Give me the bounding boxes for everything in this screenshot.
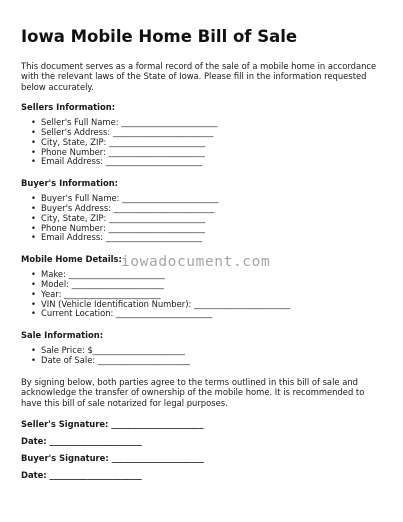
- mobile-home-heading: Mobile Home Details:: [21, 254, 122, 265]
- current-location-field: • Current Location: _______________________: [41, 309, 387, 319]
- sale-price-field: • Sale Price: $______________________: [41, 346, 387, 356]
- buyer-signature-line: Buyer's Signature: ______________________: [21, 452, 204, 463]
- model-field: • Model: ______________________: [41, 280, 387, 290]
- buyer-phone-field: • Phone Number: _______________________: [41, 224, 387, 234]
- seller-date-line: Date: ______________________: [21, 435, 142, 446]
- make-field: • Make: _______________________: [41, 270, 387, 280]
- seller-city-state-zip-field: • City, State, ZIP: _______________________: [41, 138, 387, 148]
- sellers-heading: Sellers Information:: [21, 102, 116, 113]
- document-title: Iowa Mobile Home Bill of Sale: [21, 27, 298, 46]
- buyer-address-field: • Buyer's Address: ________________________: [41, 204, 387, 214]
- buyers-heading: Buyer's Information:: [21, 178, 119, 189]
- seller-phone-field: • Phone Number: _______________________: [41, 148, 387, 158]
- buyer-full-name-field: • Buyer's Full Name: _______________________: [41, 194, 387, 204]
- sellers-list: [21, 118, 387, 167]
- sale-list: [21, 346, 387, 366]
- buyer-email-field: • Email Address: _______________________: [41, 233, 387, 243]
- buyers-list: [21, 194, 387, 243]
- mobile-home-list: [21, 270, 387, 319]
- seller-signature-line: Seller's Signature: ______________________: [21, 418, 204, 429]
- date-of-sale-field: • Date of Sale: ______________________: [41, 356, 387, 366]
- buyer-city-state-zip-field: • City, State, ZIP: _______________________: [41, 214, 387, 224]
- seller-full-name-field: • Seller's Full Name: _______________________: [41, 118, 387, 128]
- seller-address-field: • Seller's Address: ________________________: [41, 128, 387, 138]
- year-field: • Year: _______________________: [41, 290, 387, 300]
- buyer-date-line: Date: ______________________: [21, 469, 142, 480]
- seller-email-field: • Email Address: _______________________: [41, 157, 387, 167]
- vin-field: • VIN (Vehicle Identification Number): _______________________: [41, 300, 387, 310]
- intro-paragraph: This document serves as a formal record of the sale of a mobile home in accordance with the relevant laws of the State of Iowa. Please fill in the information requested below accurately.: [21, 61, 377, 92]
- sale-heading: Sale Information:: [21, 330, 104, 341]
- watermark: iowadocument.com: [121, 254, 271, 270]
- agreement-paragraph: By signing below, both parties agree to the terms outlined in this bill of sale and acknowledge the transfer of ownership of the mobile home. It is recommended to have this bill of sale notarized for legal purposes.: [21, 376, 365, 408]
